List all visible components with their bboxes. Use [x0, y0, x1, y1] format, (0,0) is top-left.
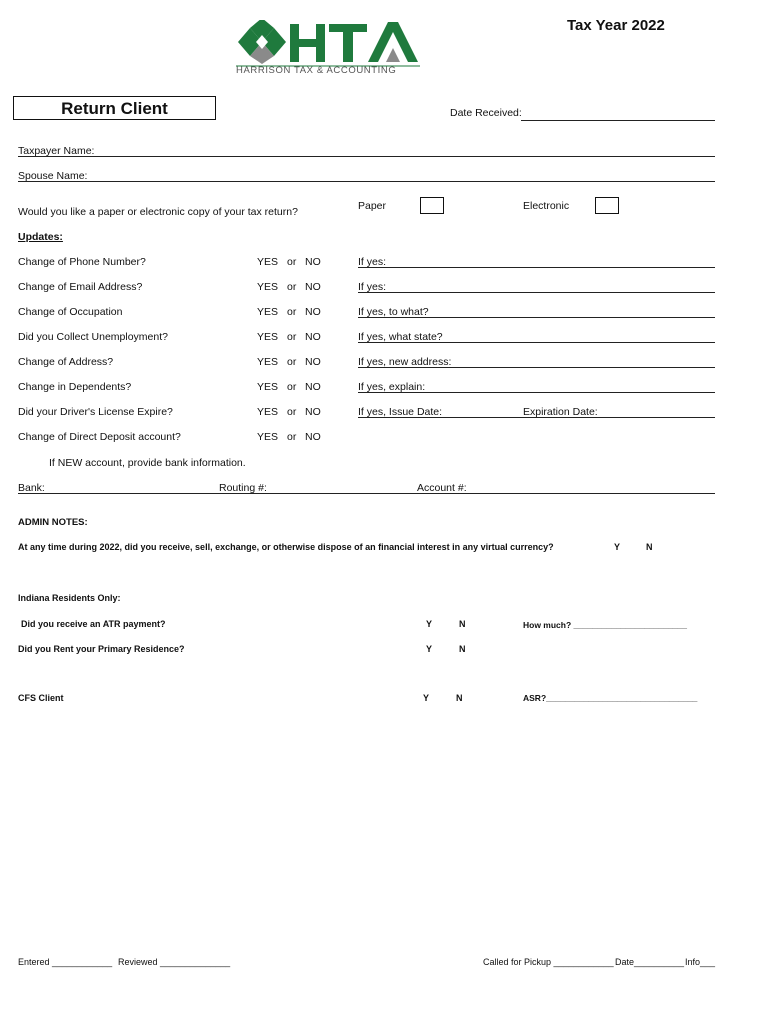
updates-heading: Updates:	[18, 231, 63, 243]
date-received-field[interactable]	[521, 120, 715, 121]
y-option[interactable]: Y	[423, 693, 430, 703]
yes-option[interactable]: YES	[257, 281, 279, 293]
expiration-date-label: Expiration Date:	[523, 406, 598, 418]
yes-option[interactable]: YES	[257, 431, 279, 443]
no-option[interactable]: NO	[305, 381, 321, 393]
followup-label: If yes, explain:	[358, 381, 426, 393]
y-option[interactable]: Y	[426, 619, 433, 629]
spouse-name-label: Spouse Name:	[18, 170, 88, 182]
update-question: Change of Direct Deposit account?	[18, 431, 181, 443]
yes-option[interactable]: YES	[257, 381, 279, 393]
routing-label: Routing #:	[219, 482, 267, 494]
n-option[interactable]: N	[646, 542, 653, 552]
bank-note: If NEW account, provide bank information.	[49, 457, 246, 469]
atr-question: Did you receive an ATR payment?	[21, 619, 166, 629]
followup-field[interactable]	[358, 292, 715, 293]
followup-label: If yes:	[358, 256, 387, 268]
rent-question: Did you Rent your Primary Residence?	[18, 644, 185, 654]
n-option[interactable]: N	[459, 619, 466, 629]
followup-field[interactable]	[358, 392, 715, 393]
no-option[interactable]: NO	[305, 256, 321, 268]
followup-field[interactable]	[358, 267, 715, 268]
or-text: or	[287, 356, 297, 368]
date-field[interactable]: Date__________	[615, 957, 685, 967]
electronic-checkbox[interactable]	[595, 197, 619, 214]
spouse-name-field[interactable]	[18, 181, 715, 182]
hta-logo	[236, 20, 422, 82]
followup-field[interactable]	[358, 342, 715, 343]
taxpayer-name-label: Taxpayer Name:	[18, 145, 95, 157]
or-text: or	[287, 406, 297, 418]
no-option[interactable]: NO	[305, 331, 321, 343]
update-question: Did your Driver's License Expire?	[18, 406, 173, 418]
n-option[interactable]: N	[456, 693, 463, 703]
called-for-pickup-field[interactable]: Called for Pickup ____________	[483, 957, 614, 967]
followup-label: If yes, Issue Date:	[358, 406, 443, 418]
or-text: or	[287, 256, 297, 268]
yes-option[interactable]: YES	[257, 331, 279, 343]
update-question: Change of Phone Number?	[18, 256, 146, 268]
yes-option[interactable]: YES	[257, 406, 279, 418]
y-option[interactable]: Y	[614, 542, 621, 552]
followup-label: If yes:	[358, 281, 387, 293]
or-text: or	[287, 331, 297, 343]
admin-notes-heading: ADMIN NOTES:	[18, 517, 88, 528]
cfs-client-label: CFS Client	[18, 693, 64, 703]
asr-field[interactable]: ASR?________________________________	[523, 693, 698, 703]
copy-question: Would you like a paper or electronic copy of your tax return?	[18, 206, 298, 218]
or-text: or	[287, 281, 297, 293]
indiana-heading: Indiana Residents Only:	[18, 593, 121, 603]
update-question: Change in Dependents?	[18, 381, 132, 393]
update-question: Change of Address?	[18, 356, 114, 368]
electronic-label: Electronic	[523, 200, 570, 212]
title-box	[13, 96, 216, 120]
followup-field[interactable]	[358, 367, 715, 368]
y-option[interactable]: Y	[426, 644, 433, 654]
followup-field[interactable]	[358, 317, 715, 318]
no-option[interactable]: NO	[305, 406, 321, 418]
update-question: Did you Collect Unemployment?	[18, 331, 168, 343]
followup-label: If yes, new address:	[358, 356, 452, 368]
update-question: Change of Occupation	[18, 306, 123, 318]
paper-checkbox[interactable]	[420, 197, 444, 214]
followup-label: If yes, to what?	[358, 306, 429, 318]
yes-option[interactable]: YES	[257, 256, 279, 268]
taxpayer-name-field[interactable]	[18, 156, 715, 157]
info-field[interactable]: Info___	[685, 957, 716, 967]
bank-label: Bank:	[18, 482, 45, 494]
no-option[interactable]: NO	[305, 306, 321, 318]
followup-field[interactable]	[358, 417, 715, 418]
yes-option[interactable]: YES	[257, 356, 279, 368]
n-option[interactable]: N	[459, 644, 466, 654]
tax-year: Tax Year 2022	[567, 17, 665, 34]
no-option[interactable]: NO	[305, 431, 321, 443]
date-received-label: Date Received:	[450, 107, 522, 119]
page-title: Return Client	[61, 99, 168, 118]
followup-label: If yes, what state?	[358, 331, 443, 343]
update-question: Change of Email Address?	[18, 281, 143, 293]
or-text: or	[287, 306, 297, 318]
entered-field[interactable]: Entered ____________	[18, 957, 113, 967]
yes-option[interactable]: YES	[257, 306, 279, 318]
account-label: Account #:	[417, 482, 467, 494]
or-text: or	[287, 381, 297, 393]
virtual-currency-question: At any time during 2022, did you receive, sell, exchange, or otherwise dispose of an financial interest in any virtual currency?	[18, 542, 554, 552]
paper-label: Paper	[358, 200, 387, 212]
reviewed-field[interactable]: Reviewed ______________	[118, 957, 231, 967]
bank-info-field[interactable]	[18, 493, 715, 494]
no-option[interactable]: NO	[305, 281, 321, 293]
logo-subtitle: HARRISON TAX & ACCOUNTING	[236, 65, 397, 76]
no-option[interactable]: NO	[305, 356, 321, 368]
how-much-field[interactable]: How much? ________________________	[523, 620, 687, 630]
or-text: or	[287, 431, 297, 443]
